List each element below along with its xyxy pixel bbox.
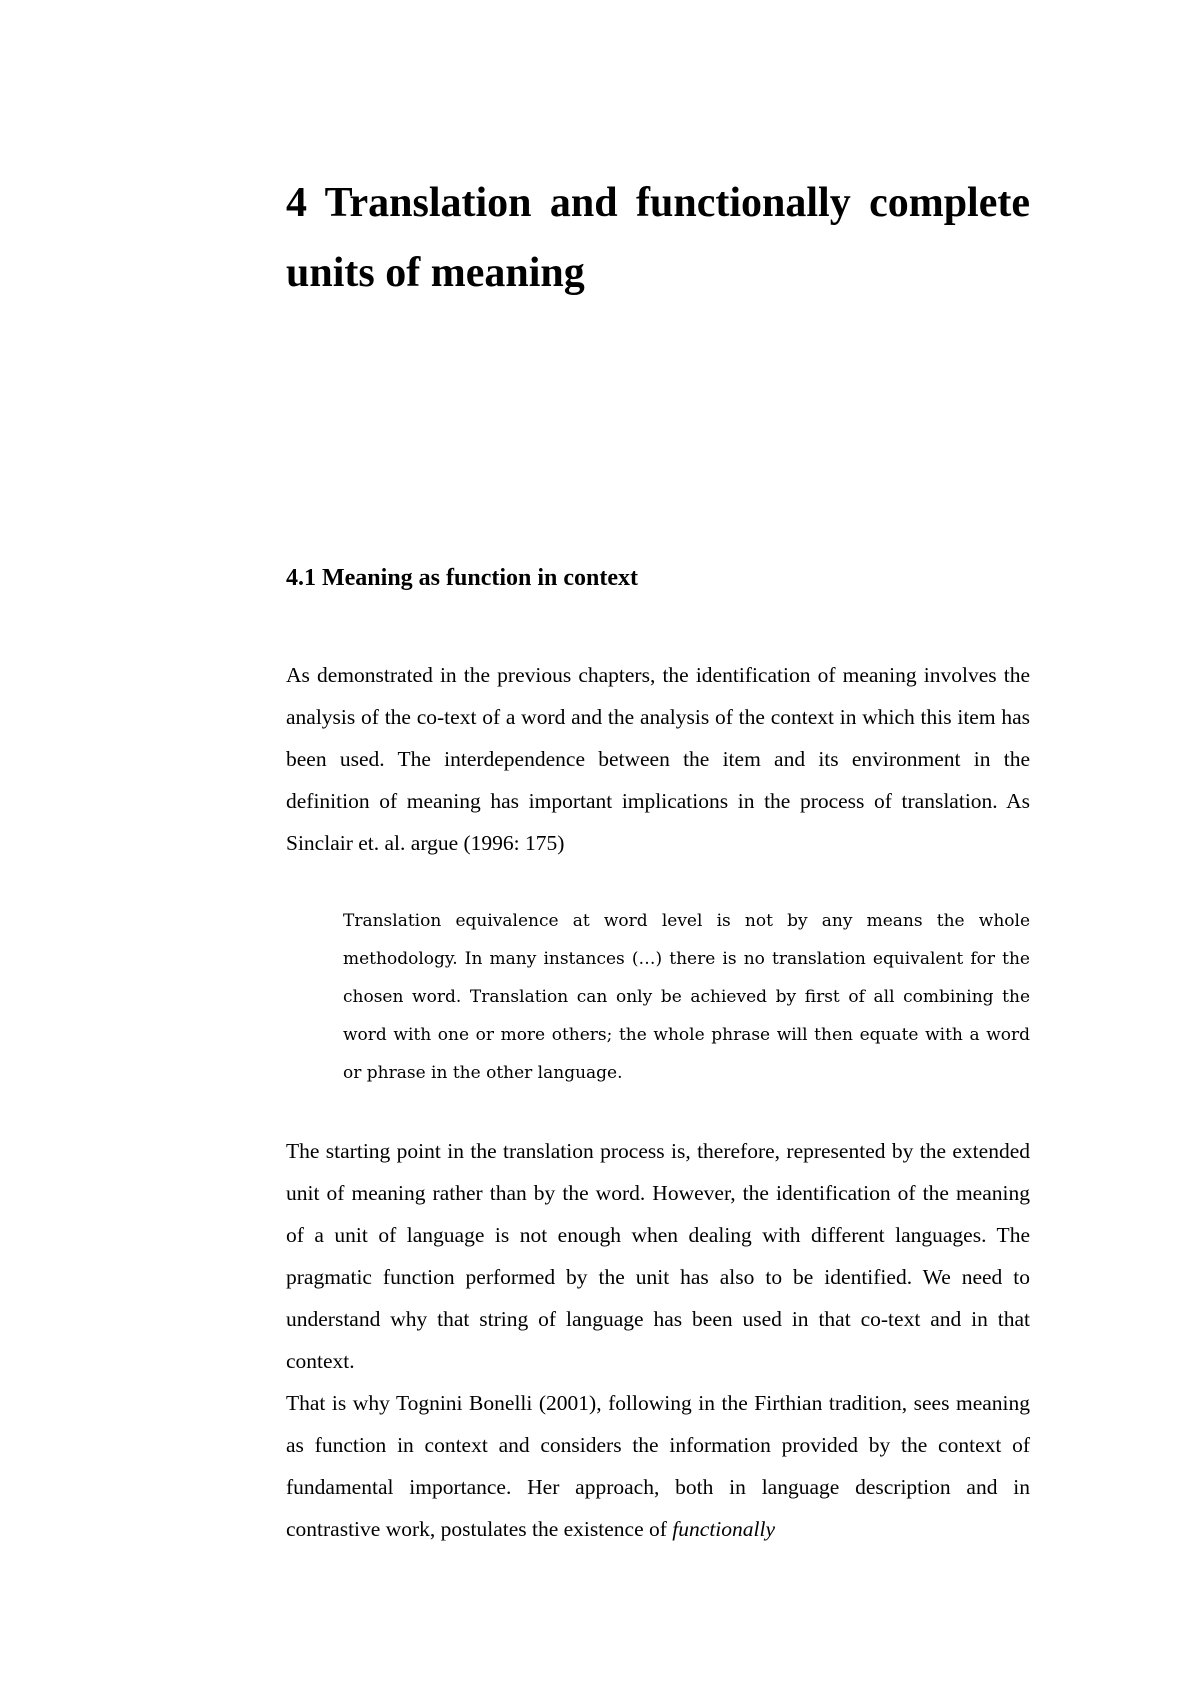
section-heading: 4.1 Meaning as function in context [286,565,639,591]
paragraph-tognini-bonelli [286,1382,1030,1550]
page-content [286,168,1030,1550]
paragraph-intro: As demonstrated in the previous chapters, the identification of meaning involves the analysis of the co-text of a word and the analysis of the context in which this item has been used. The interdependence between the item and its environment in the definition of meaning has important implications in the process of translation. As Sinclair et. al. argue (1996: 175) [286,663,1030,855]
paragraph-text: That is why Tognini Bonelli (2001), following in the Firthian tradition, sees meaning as function in context and considers the information provided by the context of fundamental importance. Her approach, both in language description and in contrastive work, postulates the existence of [286,1391,1030,1541]
chapter-title: 4 Translation and functionally complete units of meaning [286,180,1030,296]
italic-term: functionally [672,1517,775,1541]
block-quote: Translation equivalence at word level is not by any means the whole methodology. In many instances (…) there is no translation equivalent for the chosen word. Translation can only be achieved by first of all combining the word with one or more others; the whole phrase will then equate with a word or phrase in the other language. [343,911,1030,1083]
paragraph-starting-point: The starting point in the translation process is, therefore, represented by the extended unit of meaning rather than by the word. However, the identification of the meaning of a unit of language is not enough when dealing with different languages. The pragmatic function performed by the unit has also to be identified. We need to understand why that string of language has been used in that co-text and in that context. [286,1139,1030,1373]
